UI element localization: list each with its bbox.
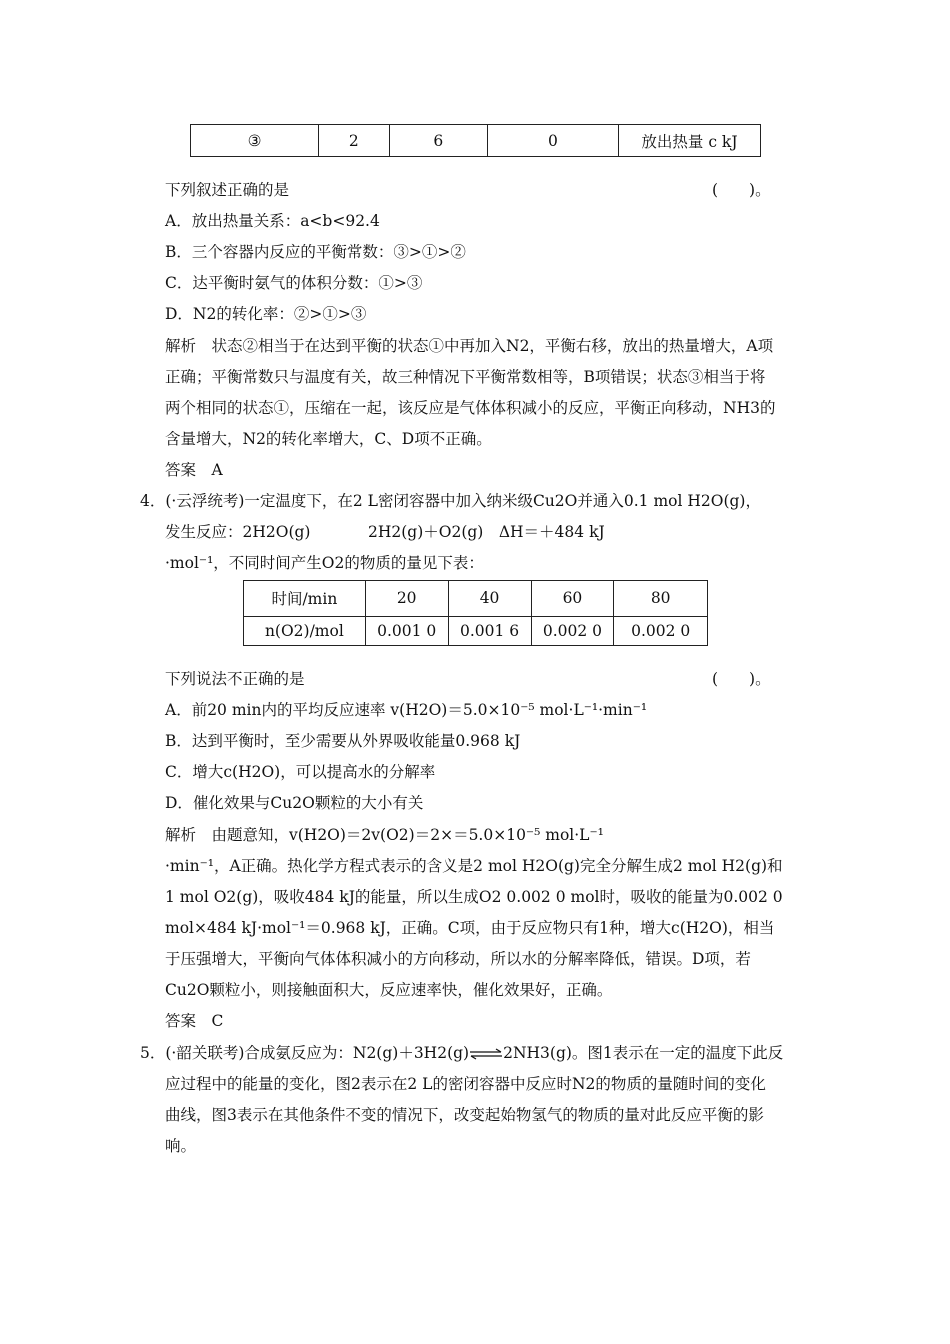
table-row	[244, 581, 708, 617]
q4-analysis-line: mol×484 kJ·mol⁻¹＝0.968 kJ，正确。C项，由于反应物只有1种，增大c(H2O)，相当	[165, 919, 775, 937]
q4-analysis-line: Cu2O颗粒小，则接触面积大，反应速率快，催化效果好，正确。	[165, 981, 613, 999]
q3-analysis-line: 正确；平衡常数只与温度有关，故三种情况下平衡常数相等，B项错误；状态③相当于将	[165, 368, 766, 386]
q4-option-b: B．达到平衡时，至少需要从外界吸收能量0.968 kJ	[165, 732, 521, 750]
table-fragment	[190, 124, 761, 157]
q3-analysis-line: 含量增大，N2的转化率增大，C、D项不正确。	[165, 430, 492, 448]
q4-option-c: C．增大c(H2O)，可以提高水的分解率	[165, 763, 436, 781]
table-cell: 0.002 0	[531, 616, 614, 645]
q3-option-c: C．达平衡时氨气的体积分数：①>③	[165, 274, 423, 292]
table-header-cell: 时间/min	[244, 581, 366, 617]
table-header-cell: 40	[448, 581, 531, 617]
table-cell: 6	[389, 125, 487, 157]
table-cell: 2	[319, 125, 390, 157]
q4-analysis-line: 解析 由题意知，v(H2O)＝2v(O2)＝2×＝5.0×10⁻⁵ mol·L⁻¹	[165, 826, 604, 844]
q3-option-b: B．三个容器内反应的平衡常数：③>①>②	[165, 243, 466, 261]
q5-line: 应过程中的能量的变化，图2表示在2 L的密闭容器中反应时N2的物质的量随时间的变化	[165, 1075, 766, 1093]
table-cell: ③	[191, 125, 319, 157]
table-cell: 0.001 0	[365, 616, 448, 645]
q5-line: 曲线，图3表示在其他条件不变的情况下，改变起始物氢气的物质的量对此反应平衡的影	[165, 1106, 764, 1124]
q5-equation-right: 2NH3(g)。图1表示在一定的温度下此反	[503, 1044, 784, 1062]
table-header-cell: 60	[531, 581, 614, 617]
q3-answer-paren: ( )。	[712, 181, 771, 199]
q4-analysis-line: 1 mol O2(g)，吸收484 kJ的能量，所以生成O2 0.002 0 mol时，吸收的能量为0.002 0	[165, 888, 783, 906]
q4-answer: 答案 C	[165, 1012, 224, 1030]
q4-line: ·mol⁻¹，不同时间产生O2的物质的量见下表：	[165, 554, 484, 572]
table-row	[191, 125, 761, 157]
q3-analysis-line: 两个相同的状态①，压缩在一起，该反应是气体体积减小的反应，平衡正向移动，NH3的	[165, 399, 776, 417]
q4-option-a: A．前20 min内的平均反应速率 v(H2O)＝5.0×10⁻⁵ mol·L⁻¹·min⁻¹	[165, 701, 648, 719]
q5-equation-left: 5．(·韶关联考)合成氨反应为：N2(g)＋3H2(g)	[140, 1044, 470, 1062]
q4-line: 4．(·云浮统考)一定温度下，在2 L密闭容器中加入纳米级Cu2O并通入0.1 mol H2O(g)，	[140, 492, 761, 510]
q4-stem: 下列说法不正确的是	[165, 670, 305, 688]
q5-line	[140, 1042, 783, 1064]
q3-option-a: A．放出热量关系：a<b<92.4	[165, 212, 380, 230]
o2-data-table	[243, 580, 708, 646]
q4-equation-left: 发生反应：2H2O(g)	[165, 523, 311, 541]
q5-line: 响。	[165, 1137, 197, 1155]
q3-answer: 答案 A	[165, 461, 223, 479]
table-cell: n(O2)/mol	[244, 616, 366, 645]
equilibrium-arrow-icon	[469, 1048, 503, 1060]
table-cell: 0.001 6	[448, 616, 531, 645]
table-cell: 0	[487, 125, 618, 157]
q4-analysis-line: ·min⁻¹，A正确。热化学方程式表示的含义是2 mol H2O(g)完全分解生成2 mol H2(g)和	[165, 857, 783, 875]
table-header-cell: 20	[365, 581, 448, 617]
q3-stem: 下列叙述正确的是	[165, 181, 290, 199]
q4-equation-right: 2H2(g)＋O2(g) ΔH＝＋484 kJ	[368, 523, 605, 541]
q3-analysis-line: 解析 状态②相当于在达到平衡的状态①中再加入N2，平衡右移，放出的热量增大，A项	[165, 337, 774, 355]
table-header-cell: 80	[614, 581, 708, 617]
q4-analysis-line: 于压强增大，平衡向气体体积减小的方向移动，所以水的分解率降低，错误。D项，若	[165, 950, 751, 968]
table-cell: 0.002 0	[614, 616, 708, 645]
table-row	[244, 616, 708, 645]
q3-option-d: D．N2的转化率：②>①>③	[165, 305, 367, 323]
q4-option-d: D．催化效果与Cu2O颗粒的大小有关	[165, 794, 424, 812]
q4-answer-paren: ( )。	[712, 670, 771, 688]
table-cell: 放出热量 c kJ	[618, 125, 760, 157]
